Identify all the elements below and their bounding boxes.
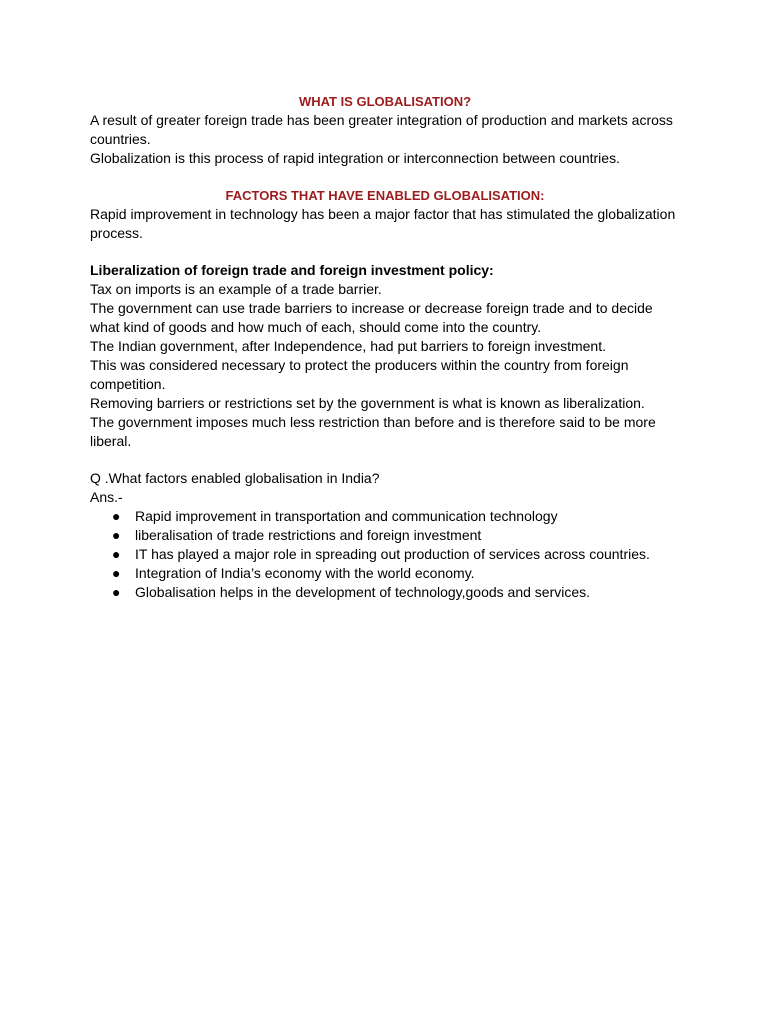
section-heading-factors: FACTORS THAT HAVE ENABLED GLOBALISATION: — [225, 188, 545, 203]
list-item-text: Rapid improvement in transportation and communication technology — [135, 508, 558, 524]
list-item — [90, 564, 680, 583]
paragraph: This was considered necessary to protect the producers within the country from foreign competition. — [90, 357, 629, 392]
list-item-text: IT has played a major role in spreading out production of services across countries. — [135, 546, 650, 562]
paragraph: Removing barriers or restrictions set by the government is what is known as liberalization. — [90, 395, 645, 411]
list-item — [90, 526, 680, 545]
list-item-text: Globalisation helps in the development of technology,goods and services. — [135, 584, 591, 600]
section-heading-what-is-globalisation: WHAT IS GLOBALISATION? — [298, 94, 472, 109]
list-item — [90, 583, 680, 602]
bullet-icon: ● — [112, 584, 121, 600]
spacer — [90, 243, 680, 261]
document-page — [90, 92, 680, 602]
list-item — [90, 507, 680, 526]
bullet-icon: ● — [112, 508, 121, 524]
paragraph: The government can use trade barriers to increase or decrease foreign trade and to decide what kind of goods and how much of each, should come into the country. — [90, 300, 653, 335]
list-item-text: Integration of India’s economy with the world economy. — [135, 565, 475, 581]
paragraph: Globalization is this process of rapid integration or interconnection between countries. — [90, 150, 620, 166]
answer-label: Ans.- — [90, 489, 123, 505]
spacer — [90, 168, 680, 186]
paragraph: A result of greater foreign trade has been greater integration of production and markets across countries. — [90, 112, 673, 147]
paragraph: Rapid improvement in technology has been a major factor that has stimulated the globalization process. — [90, 206, 676, 241]
list-item — [90, 545, 680, 564]
subheading-liberalization: Liberalization of foreign trade and foreign investment policy: — [90, 262, 494, 278]
bullet-icon: ● — [112, 565, 121, 581]
list-item-text: liberalisation of trade restrictions and foreign investment — [135, 527, 482, 543]
question: Q .What factors enabled globalisation in India? — [90, 470, 380, 486]
spacer — [90, 451, 680, 469]
bullet-icon: ● — [112, 527, 121, 543]
paragraph: The Indian government, after Independence, had put barriers to foreign investment. — [90, 338, 606, 354]
answer-list — [90, 507, 680, 602]
bullet-icon: ● — [112, 546, 121, 562]
paragraph: Tax on imports is an example of a trade barrier. — [90, 281, 382, 297]
paragraph: The government imposes much less restriction than before and is therefore said to be more liberal. — [90, 414, 656, 449]
